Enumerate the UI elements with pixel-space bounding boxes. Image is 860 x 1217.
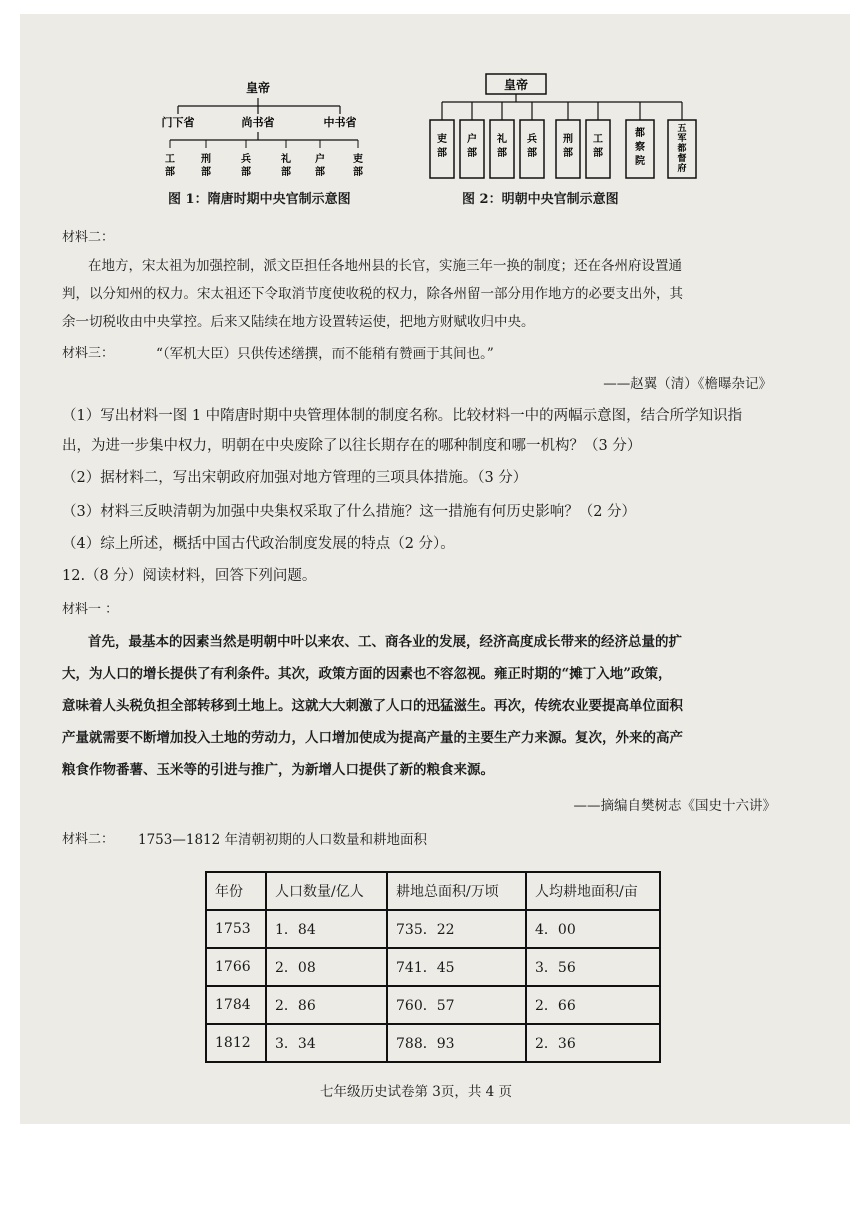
cell-year: 1766 [206, 948, 266, 986]
fig1-top-node: 皇帝 [245, 81, 271, 95]
question-11-1-cont: 出，为进一步集中权力，明朝在中央废除了以往长期存在的哪种制度和哪一机构？（3 分） [62, 438, 642, 454]
cell-population: 3．34 [266, 1024, 387, 1062]
fig1-node-shangshu: 尚书省 [241, 116, 275, 129]
material-3-label: 材料三： [62, 346, 115, 361]
cell-population: 2．08 [266, 948, 387, 986]
header-per-capita: 人均耕地面积/亩 [526, 872, 660, 910]
cell-population: 2．86 [266, 986, 387, 1024]
cell-population: 1．84 [266, 910, 387, 948]
figure-1-diagram [130, 70, 390, 185]
cell-farmland: 735．22 [387, 910, 526, 948]
population-table [205, 871, 661, 1063]
fig2-box-xingbu: 刑部 [563, 134, 573, 159]
fig2-box-libu-rites: 礼部 [497, 134, 507, 159]
fig1-node-zhongshu: 中书省 [323, 116, 357, 129]
material-2-line: 判，以分知州的权力。宋太祖还下令取消节度使收税的权力，除各州留一部分用作地方的必要支出外，其 [62, 286, 683, 302]
cell-per-capita: 2．36 [526, 1024, 660, 1062]
question-11-4: （4）综上所述，概括中国古代政治制度发展的特点（2 分）。 [62, 536, 455, 552]
material-1-line: 首先，最基本的因素当然是明朝中叶以来农、工、商各业的发展，经济高度成长带来的经济总量的扩 [88, 634, 682, 650]
header-farmland: 耕地总面积/万顷 [387, 872, 526, 910]
header-population: 人口数量/亿人 [266, 872, 387, 910]
cell-year: 1784 [206, 986, 266, 1024]
fig2-box-bingbu: 兵部 [527, 134, 537, 159]
material-2-line: 在地方，宋太祖为加强控制，派文臣担任各地州县的长官，实施三年一换的制度；还在各州府设置通 [88, 258, 682, 274]
fig2-box-libu-personnel: 吏部 [437, 134, 447, 159]
material-2-line: 余一切税收由中央掌控。后来又陆续在地方设置转运使，把地方财赋收归中央。 [62, 314, 535, 330]
figure-2-diagram [420, 68, 700, 186]
fig2-box-hubu: 户部 [467, 134, 477, 159]
fig2-box-wujun: 五军都督府 [677, 124, 687, 174]
figure-1-caption: 图 1：隋唐时期中央官制示意图 [168, 192, 351, 207]
fig2-box-duchayuan: 都察院 [635, 128, 645, 167]
fig1-node-menxia: 门下省 [161, 116, 195, 129]
question-12-title: 12.（8 分）阅读材料，回答下列问题。 [62, 568, 317, 584]
question-12-material-2-label: 材料二： [62, 832, 115, 847]
cell-per-capita: 3．56 [526, 948, 660, 986]
figure-2-caption: 图 2：明朝中央官制示意图 [462, 192, 619, 207]
fig1-node-hubu: 户部 [315, 154, 325, 178]
cell-farmland: 741．45 [387, 948, 526, 986]
material-1-line: 粮食作物番薯、玉米等的引进与推广，为新增人口提供了新的粮食来源。 [62, 762, 494, 778]
material-1-line: 意味着人头税负担全部转移到土地上。这就大大刺激了人口的迅猛滋生。再次，传统农业要提高单位面积 [62, 698, 683, 714]
cell-year: 1753 [206, 910, 266, 948]
question-11-2: （2）据材料二，写出宋朝政府加强对地方管理的三项具体措施。（3 分） [62, 470, 528, 486]
material-1-line: 产量就需要不断增加投入土地的劳动力，人口增加使成为提高产量的主要生产力来源。复次，外来的高产 [62, 730, 683, 746]
material-3-quote: “（军机大臣）只供传述缮撰，而不能稍有赞画于其间也。” [156, 346, 494, 362]
table-header-row [206, 872, 660, 910]
cell-per-capita: 4．00 [526, 910, 660, 948]
material-2-label: 材料二： [62, 230, 115, 245]
table-row [206, 948, 660, 986]
cell-farmland: 760．57 [387, 986, 526, 1024]
table-title: 1753—1812 年清朝初期的人口数量和耕地面积 [138, 832, 428, 848]
fig2-box-gongbu: 工部 [593, 134, 603, 159]
table-row [206, 910, 660, 948]
fig1-node-xingbu: 刑部 [201, 154, 211, 178]
page-footer: 七年级历史试卷第 3页，共 4 页 [320, 1084, 513, 1100]
fig2-top-node: 皇帝 [503, 78, 529, 92]
question-11-3: （3）材料三反映清朝为加强中央集权采取了什么措施？这一措施有何历史影响？（2 分） [62, 504, 637, 520]
cell-per-capita: 2．66 [526, 986, 660, 1024]
material-3-source: ——赵翼（清）《檐曝杂记》 [603, 376, 772, 392]
table-row [206, 1024, 660, 1062]
question-12-material-1-label: 材料一 ： [62, 602, 119, 617]
fig1-node-libu-personnel: 吏部 [353, 154, 363, 178]
question-11-1: （1）写出材料一图 1 中隋唐时期中央管理体制的制度名称。比较材料一中的两幅示意图，结合所学知识指 [62, 408, 743, 424]
cell-farmland: 788．93 [387, 1024, 526, 1062]
fig1-node-libu-rites: 礼部 [281, 154, 291, 178]
header-year: 年份 [206, 872, 266, 910]
fig1-node-gongbu: 工部 [165, 154, 175, 178]
material-1-line: 大，为人口的增长提供了有利条件。其次，政策方面的因素也不容忽视。雍正时期的“摊丁入地”政策， [62, 666, 672, 682]
cell-year: 1812 [206, 1024, 266, 1062]
material-1-source: ——摘编自樊树志《国史十六讲》 [573, 798, 776, 814]
table-row [206, 986, 660, 1024]
fig1-node-bingbu: 兵部 [241, 154, 251, 178]
